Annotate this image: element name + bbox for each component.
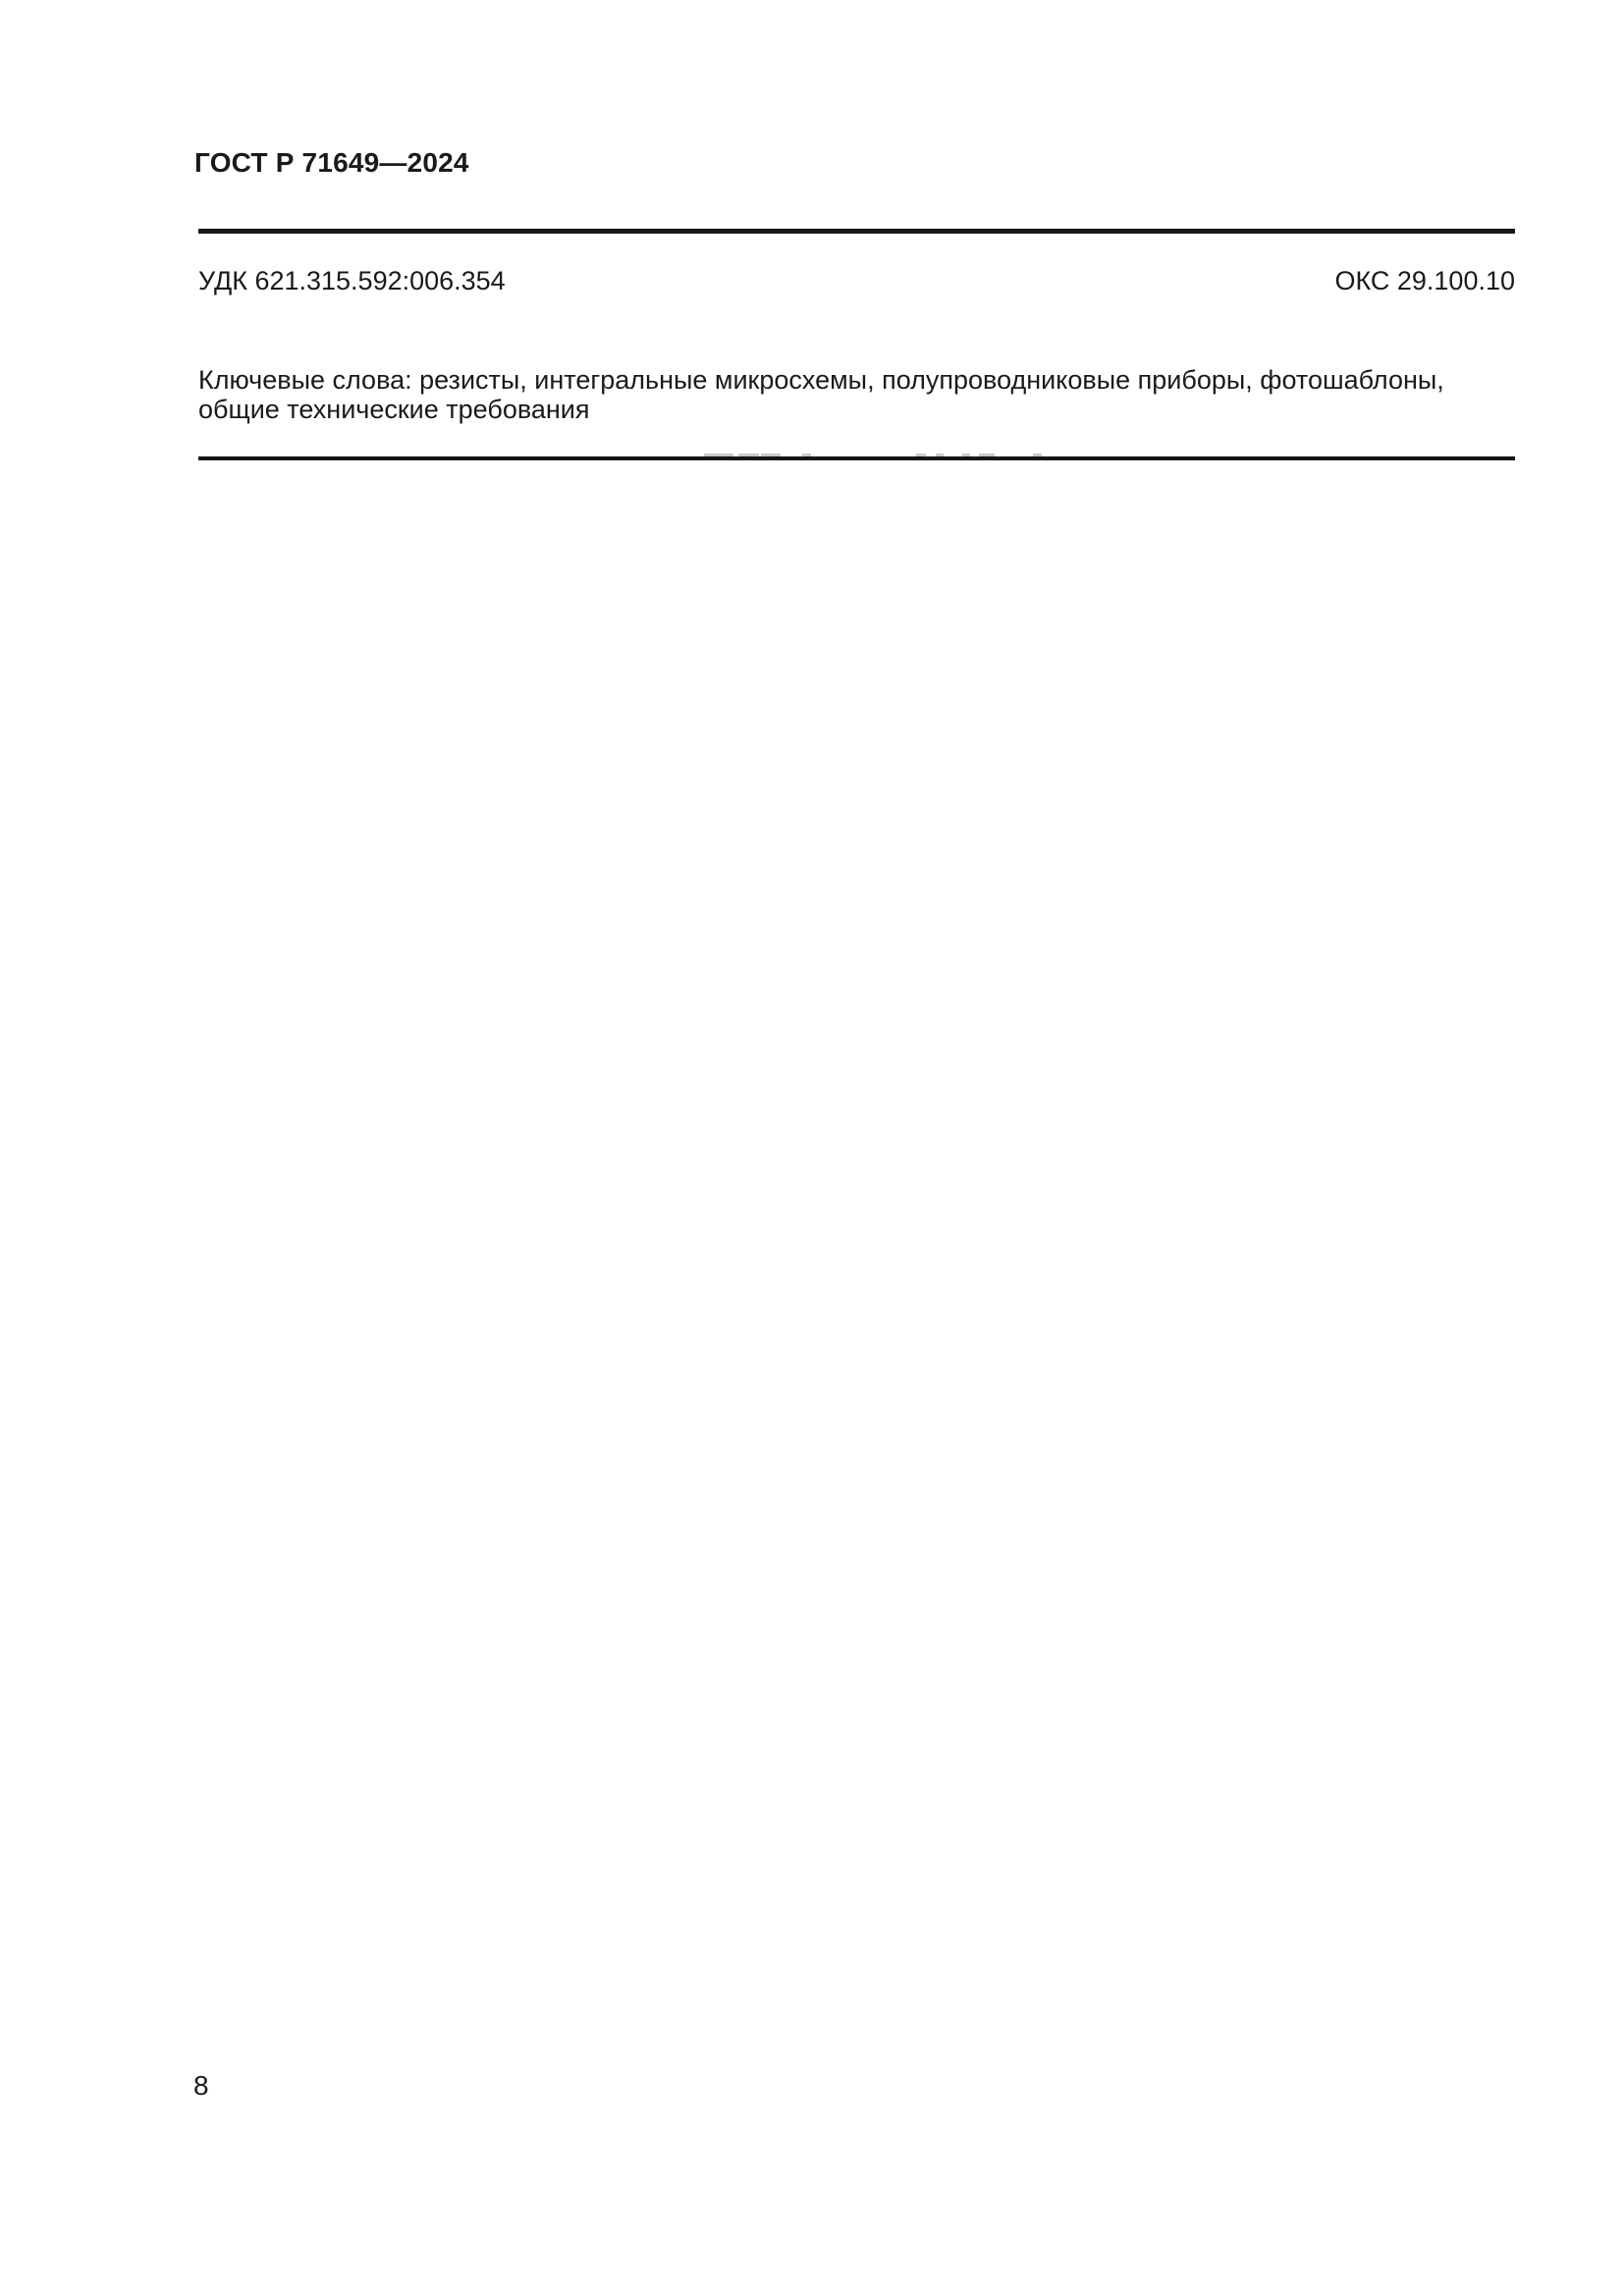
keywords-line-2: общие технические требования xyxy=(198,395,590,424)
oks-code: ОКС 29.100.10 xyxy=(1334,266,1515,295)
keywords-line-1: Ключевые слова: резисты, интегральные микросхемы, полупроводниковые приборы, фотошаблоны, xyxy=(198,365,1444,395)
page-number: 8 xyxy=(193,2070,209,2101)
horizontal-rule-top xyxy=(198,229,1515,234)
udk-code: УДК 621.315.592:006.354 xyxy=(198,266,506,295)
page-header-title: ГОСТ Р 71649—2024 xyxy=(194,147,469,178)
horizontal-rule-bottom xyxy=(198,456,1515,460)
keywords-paragraph xyxy=(198,365,1524,424)
classification-row xyxy=(198,266,1515,295)
